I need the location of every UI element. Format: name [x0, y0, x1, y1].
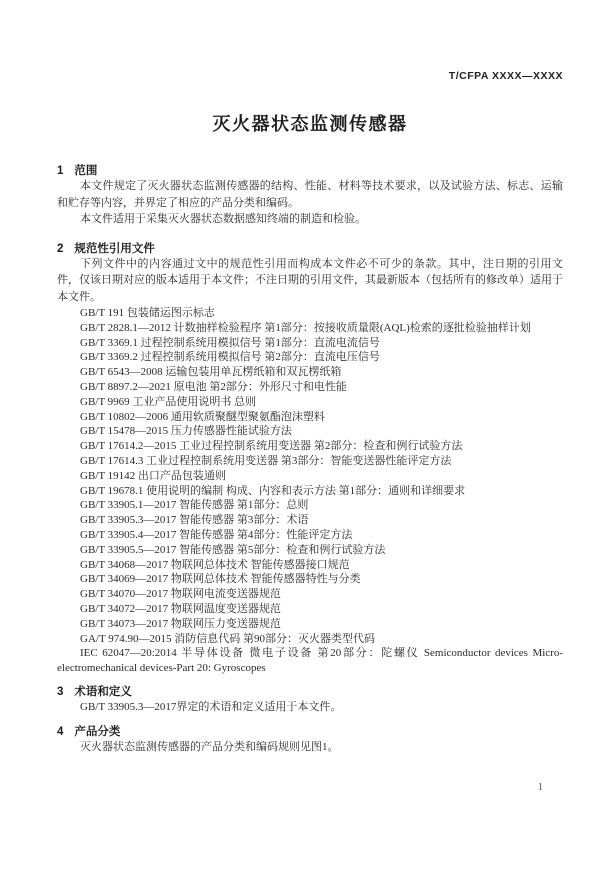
section-number: 3 [57, 685, 64, 698]
section-title: 范围 [74, 165, 98, 177]
reference-item: GB/T 33905.5—2017 智能传感器 第5部分：检查和例行试验方法 [80, 543, 386, 556]
reference-item: GB/T 34069—2017 物联网总体技术 智能传感器特性与分类 [80, 573, 361, 586]
reference-item: GB/T 34070—2017 物联网电流变送器规范 [80, 588, 281, 601]
reference-item: GB/T 34068—2017 物联网总体技术 智能传感器接口规范 [80, 558, 350, 571]
reference-item: GB/T 17614.2—2015 工业过程控制系统用变送器 第2部分：检查和例行试验方法 [80, 440, 463, 453]
reference-item: GB/T 9969 工业产品使用说明书 总则 [80, 395, 257, 408]
paragraph: 下列文件中的内容通过文中的规范性引用而构成本文件必不可少的条款。其中，注日期的引用文件，仅该日期对应的版本适用于本文件；不注日期的引用文件，其最新版本（包括所有的修改单）适用于本文件。 [57, 257, 563, 303]
section-heading-scope [57, 164, 563, 178]
section-heading-normative-references [57, 242, 563, 256]
reference-list [57, 306, 563, 676]
reference-item: GB/T 33905.3—2017 智能传感器 第3部分：术语 [80, 514, 309, 527]
reference-item: IEC 62047—20:2014 半导体设备 微电子设备 第20部分：陀螺仪 Semiconductor devices Micro-electromechanical devices-Part 20: Gyroscopes [57, 647, 563, 675]
reference-item: GB/T 191 包装储运图示标志 [80, 307, 215, 319]
reference-item: GB/T 17614.3 工业过程控制系统用变送器 第3部分：智能变送器性能评定方法 [80, 454, 452, 467]
reference-item: GB/T 6543—2008 运输包装用单瓦楞纸箱和双瓦楞纸箱 [80, 366, 342, 379]
reference-item: GB/T 34073—2017 物联网压力变送器规范 [80, 617, 281, 630]
reference-item: GB/T 33905.4—2017 智能传感器 第4部分：性能评定方法 [80, 528, 353, 541]
reference-item: GB/T 3369.2 过程控制系统用模拟信号 第2部分：直流电压信号 [80, 351, 380, 364]
reference-item: GB/T 19142 出口产品包装通则 [80, 469, 226, 482]
standard-code: T/CFPA XXXX—XXXX [448, 70, 563, 82]
section-title: 术语和定义 [74, 685, 132, 698]
paragraph: 灭火器状态监测传感器的产品分类和编码规则见图1。 [80, 741, 339, 754]
section-terms-definitions [57, 685, 563, 716]
page-number: 1 [538, 781, 543, 793]
section-number: 2 [57, 242, 64, 255]
section-number: 4 [57, 726, 64, 739]
reference-item: GB/T 3369.1 过程控制系统用模拟信号 第1部分：直流电流信号 [80, 336, 380, 349]
section-title: 产品分类 [74, 726, 121, 739]
reference-item: GB/T 34072—2017 物联网温度变送器规范 [80, 602, 281, 615]
reference-item: GB/T 8897.2—2021 原电池 第2部分：外形尺寸和电性能 [80, 380, 347, 393]
section-normative-references [57, 242, 563, 676]
section-number: 1 [57, 165, 64, 177]
doc-header [57, 70, 563, 83]
reference-item: GB/T 2828.1—2012 计数抽样检验程序 第1部分：按接收质量限(AQL)检索的逐批检验抽样计划 [80, 321, 531, 334]
paragraph: 本文件适用于采集灭火器状态数据感知终端的制造和检验。 [80, 213, 366, 225]
section-heading-terms-definitions [57, 685, 563, 699]
paragraph: 本文件规定了灭火器状态监测传感器的结构、性能、材料等技术要求，以及试验方法、标志、运输和贮存等内容，并界定了相应的产品分类和编码。 [57, 180, 563, 209]
paragraph: GB/T 33905.3—2017界定的术语和定义适用于本文件。 [80, 700, 342, 713]
reference-item: GB/T 10802—2006 通用软质聚醚型聚氨酯泡沫塑料 [80, 410, 325, 423]
section-scope [57, 164, 563, 228]
reference-item: GA/T 974.90—2015 消防信息代码 第90部分：灭火器类型代码 [80, 632, 375, 645]
section-heading-product-classification [57, 725, 563, 739]
reference-item: GB/T 33905.1—2017 智能传感器 第1部分：总则 [80, 499, 309, 512]
reference-item: GB/T 15478—2015 压力传感器性能试验方法 [80, 425, 292, 438]
section-product-classification [57, 725, 563, 756]
section-title: 规范性引用文件 [74, 242, 155, 255]
reference-item: GB/T 19678.1 使用说明的编制 构成、内容和表示方法 第1部分：通则和详细要求 [80, 484, 466, 497]
doc-title: 灭火器状态监测传感器 [212, 114, 408, 134]
